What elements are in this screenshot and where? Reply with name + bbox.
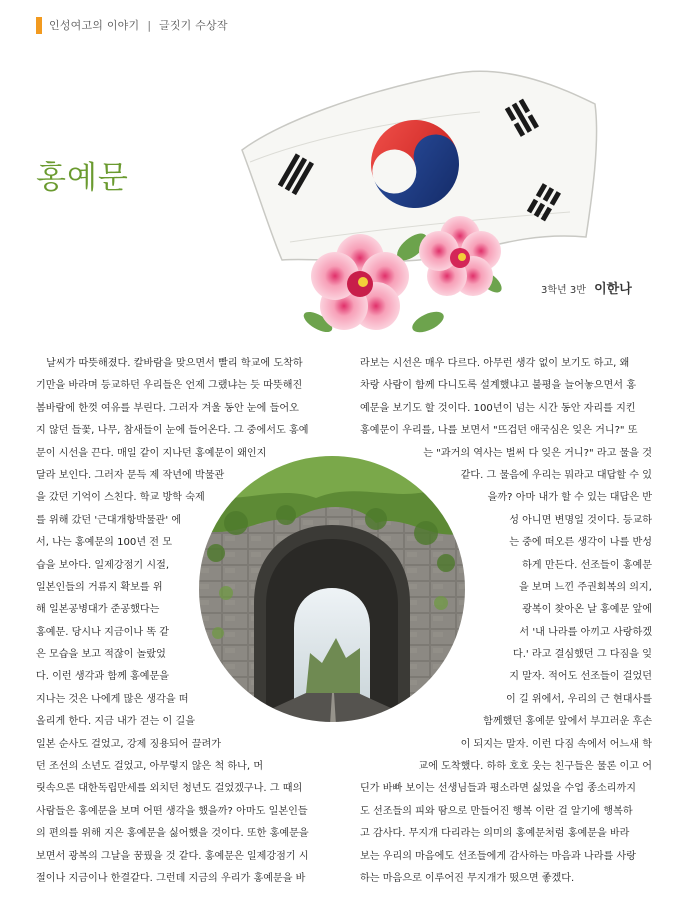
essay-line: 를 위해 갔던 '근대개항박물관' 에 (36, 514, 182, 526)
essay-line: 성 아니면 변명일 것이다. 등교하 (509, 514, 652, 526)
essay-line: 함께했던 홍예문 앞에서 부끄러운 후손 (483, 716, 652, 728)
essay-line: 딘가 바빠 보이는 선생님들과 평소라면 싫었을 수업 종소리까지 (360, 783, 636, 795)
header-separator: | (147, 18, 152, 32)
essay-line: 하는 마음으로 이루어진 무지개가 떴으면 좋겠다. (360, 872, 575, 884)
hongyemun-arch-photo (196, 453, 468, 725)
essay-line: 던 조선의 소년도 걸었고, 아무렇지 않은 척 하나, 머 (36, 761, 264, 773)
taegukgi-flag-with-mugunghwa-icon (190, 22, 610, 362)
essay-line: 도 선조들의 피와 땀으로 만들어진 행복 이란 걸 알기에 행복하 (360, 805, 633, 817)
essay-line: 봄바람에 한껏 여유를 부린다. 그러자 겨울 동안 눈에 들어오 (36, 402, 299, 414)
essay-line: 올리게 한다. 지금 내가 걷는 이 길을 (36, 716, 195, 728)
essay-line: 는 "과거의 역사는 벌써 다 잊은 거니?" 라고 물을 것 (423, 447, 652, 459)
essay-line: 보면서 광복의 그날을 꿈꿨을 것 같다. 홍예문은 일제강점기 시 (36, 850, 309, 862)
essay-line: 릿속으론 대한독립만세를 외치던 청년도 걸었겠구나. 그 때의 (36, 783, 303, 795)
essay-line: 다. 이런 생각과 함께 홍예문을 (36, 671, 170, 683)
essay-line: 을까? 아마 내가 할 수 있는 대답은 반 (487, 492, 652, 504)
essay-line: 지 않던 들꽃, 나무, 참새들이 눈에 들어온다. 그 중에서도 홍예 (36, 425, 309, 437)
author-class: 3학년 3반 (541, 285, 586, 296)
essay-line: 교에 도착했다. 하하 호호 웃는 친구들은 물론 이고 어 (418, 761, 652, 773)
essay-line: 날씨가 따뜻해졌다. 칼바람을 맞으면서 빨리 학교에 도착하 (36, 358, 303, 369)
essay-line: 서 '내 나라를 아끼고 사랑하겠 (519, 626, 652, 638)
essay-line: 다.' 라고 결심했던 그 다짐을 잊 (512, 649, 652, 661)
essay-line: 을 갔던 기억이 스친다. 학교 방학 숙제 (36, 492, 205, 504)
essay-line: 하게 만든다. 선조들이 홍예문 (522, 559, 652, 571)
essay-line: 해 일본공병대가 준공했다는 (36, 604, 160, 616)
essay-line: 라보는 시선은 매우 다르다. 아무런 생각 없이 보기도 하고, 왜 (360, 358, 630, 369)
author-name: 이한나 (594, 282, 632, 297)
header-accent-bar (36, 17, 42, 34)
essay-line: 의 편의를 위해 지은 홍예문을 싫어했을 것이다. 또한 홍예문을 (36, 828, 309, 840)
essay-line: 는 중에 떠오른 생각이 나를 반성 (509, 537, 652, 549)
essay-line: 절이나 지금이나 한결같다. 그런데 지금의 우리가 홍예문을 바 (36, 872, 306, 884)
essay-line: 달라 보인다. 그러자 문득 제 작년에 박물관 (36, 469, 225, 481)
essay-line: 지나는 것은 나에게 많은 생각을 떠 (36, 693, 189, 705)
essay-line: 기만을 바라며 등교하던 우리들은 언제 그랬냐는 듯 따뜻해진 (36, 380, 303, 392)
essay-line: 지 말자. 적어도 선조들이 걸었던 (509, 671, 652, 683)
essay-line: 차랑 사람이 함께 다니도록 설계했냐고 불평을 늘어놓으면서 홍 (360, 380, 636, 392)
essay-line: 을 보며 느낀 주권회복의 의지, (518, 581, 652, 593)
essay-line: 보는 우리의 마음에도 선조들에게 감사하는 마음과 나라를 사랑 (360, 850, 636, 862)
essay-line: 일본인들의 거류지 확보를 위 (36, 581, 163, 593)
essay-line: 사람들은 홍예문을 보며 어떤 생각을 했을까? 아마도 일본인들 (36, 805, 308, 817)
essay-line: 광복이 찾아온 날 홍예문 앞에 (522, 604, 652, 616)
essay-line: 은 모습을 보고 적잖이 놀랐었 (36, 649, 166, 661)
author-byline (541, 278, 632, 297)
header-category: 글짓기 수상작 (159, 19, 228, 32)
essay-line: 일본 순사도 걸었고, 강제 징용되어 끌려가 (36, 738, 222, 750)
page-title: 홍예문 (36, 160, 129, 196)
essay-line: 서, 나는 홍예문의 100년 전 모 (36, 537, 173, 549)
essay-line: 예문을 보기도 할 것이다. 100년이 넘는 시간 동안 자리를 지킨 (360, 402, 636, 414)
essay-line: 홍예문. 당시나 지금이나 똑 같 (36, 626, 170, 638)
header-section: 인성여고의 이야기 (49, 19, 140, 32)
essay-line: 고 감사다. 무지개 다리라는 의미의 홍예문처럼 홍예문을 바라 (360, 828, 630, 840)
essay-line: 이 길 위에서, 우리의 근 현대사를 (505, 693, 652, 705)
essay-line: 습을 보아다. 일제강점기 시절, (36, 559, 170, 571)
essay-line: 이 되지는 말자. 이런 다짐 속에서 어느새 학 (460, 738, 652, 750)
essay-line: 같다. 그 물음에 우리는 뭐라고 대답할 수 있 (460, 469, 652, 481)
essay-line: 홍예문이 우리를, 나를 보면서 "뜨겁던 애국심은 잊은 거니?" 또 (360, 425, 638, 437)
essay-line: 문이 시선을 끈다. 매일 같이 지나던 홍예문이 왜인지 (36, 447, 267, 459)
